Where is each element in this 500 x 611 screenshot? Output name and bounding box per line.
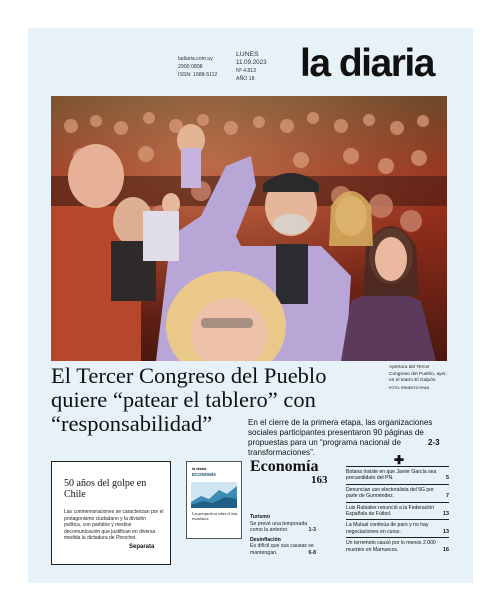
economia-number: 163 [311,474,328,486]
cover-chart-icon [191,482,237,508]
cover-headline: Las perspectivas sobre el área económica [192,512,238,521]
economia-cover[interactable] [186,461,242,539]
golpe-section: Separata [129,544,155,550]
masthead-date [236,51,267,83]
cover-brand: la diaria [192,467,207,471]
economia-items [250,514,316,560]
brief-text: Luis Rubiales renunció a la Federación Española de Fútbol. [346,504,435,518]
brief-page: 7 [446,493,449,500]
briefs-list [346,466,449,555]
brief-text: Un terremoto causó por lo menos 2.000 muertes en Marruecos. [346,540,436,553]
brief-page: 5 [446,475,449,482]
crowd-photo [51,96,447,361]
economia-item-heading: Turismo [250,514,271,520]
lead-headline[interactable]: El Tercer Congreso del Pueblo quiere “patear el tablero” con “responsabilidad” [51,363,327,436]
brief-item[interactable] [346,537,449,555]
date: 11.09.2023 [236,59,267,66]
weekday: LUNES [236,51,259,58]
plus-icon: ✚ [394,453,405,467]
photo-credit: FOTO: ERNESTO RYAN [389,385,430,390]
brief-page: 13 [443,511,449,518]
brief-page: 13 [443,528,449,535]
brief-item[interactable] [346,466,449,484]
economia-title[interactable]: Economía [250,458,319,475]
issue-number: Nº 4.813 [236,68,257,74]
brief-item[interactable] [346,519,449,537]
brief-text: Botana insiste en que Javier García sea precandidato del PN. [346,469,437,482]
economia-item[interactable] [250,514,316,534]
issue-year: AÑO 18 [236,76,255,82]
masthead-contact [178,55,217,79]
site-url[interactable]: ladiaria.com.uy [178,56,213,62]
economia-item-text: Se prevé una temporada como la anterior. [250,520,308,534]
brief-item[interactable] [346,484,449,502]
cover-title: ECONOMÍA [192,472,217,477]
photo-caption: Apertura del Tercer Congreso del Pueblo, ayer, en el teatro El Galpón. FOTO: ERNESTO RYAN [389,365,449,391]
economia-item-text: Es difícil que sus causas se mantengan. [250,543,314,556]
economia-item[interactable] [250,537,316,557]
brief-item[interactable] [346,502,449,520]
economia-item-pages: 1-3 [308,527,316,534]
golpe-text: Las conmemoraciones se caracterizan por el protagonismo ciudadano y la división política, con partidos y medios decomunicación que justifican en diversa medida la dictadura de Pinochet. [64,509,164,542]
lead-deck: En el cierre de la primera etapa, las organizaciones sociales participantes presentaron 90 páginas de propuestas para un “programa nacional de transformaciones”. [248,418,433,457]
phone-number: 2900 0808 [178,64,203,70]
logo[interactable]: la diaria [300,42,434,85]
brief-page: 16 [443,546,449,553]
economia-item-pages: 6-8 [308,549,316,556]
golpe-box[interactable] [51,461,171,565]
golpe-title: 50 años del golpe en Chile [64,478,147,500]
brief-text: Denuncian uso electoralista del 5G por parte de Gurméndez. [346,486,434,500]
issn: ISSN: 1688-5112 [178,72,218,78]
lead-pages: 2-3 [428,438,440,447]
brief-text: La Mutual continúa de paro y no hay negociaciones en curso. [346,522,429,535]
economia-item-heading: Desinflación [250,536,281,543]
